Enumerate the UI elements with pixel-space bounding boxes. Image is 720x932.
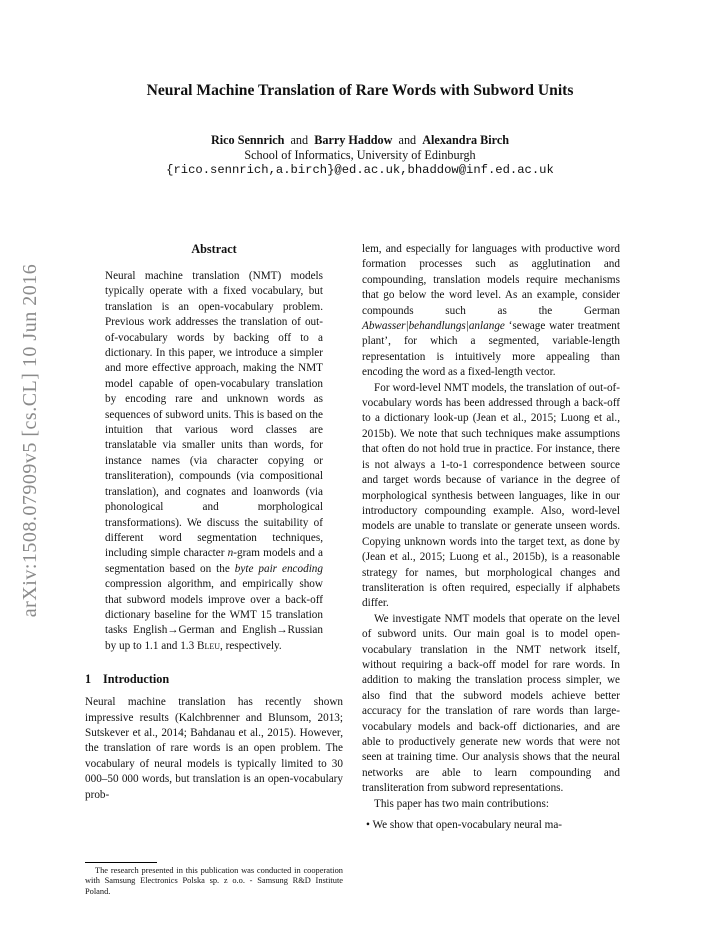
and-1: and [290,133,309,147]
abstract-text: Neural machine translation (NMT) models typically operate with a fixed vocabulary, but translation is an open-vocabulary problem. Previous work addresses the translation of out-of-vocabulary words by backing off to a dictionary. In this paper, we introduce a simpler and more effective approach, making the NMT model capable of open-vocabulary translation by encoding rare and unknown words as sequences of subword units. This is based on the intuition that various word classes are translatable via smaller units than words, for instance names (via character copying or transliteration), compounds (via compositional translation), and cognates and loanwords (via phonological and morphological transformations). We discuss the suitability of different word segmentation techniques, including simple character n-gram models and a segmentation based on the byte pair encoding compression algorithm, and empirically show that subword models improve over a back-off dictionary baseline for the WMT 15 translation tasks English→German and English→Russian by up to 1.1 and 1.3 Bleu, respectively. [105,270,323,652]
paper-title: Neural Machine Translation of Rare Words with Subword Units [146,82,574,99]
section-heading-introduction [85,672,343,687]
author-block [0,133,720,178]
left-column [85,242,343,803]
author-2: Barry Haddow [314,133,393,147]
right-paragraph-4: This paper has two main contributions: [374,797,549,810]
intro-paragraph: Neural machine translation has recently shown impressive results (Kalchbrenner and Blunsom, 2013; Sutskever et al., 2014; Bahdanau et al., 2015). However, the translation of rare words is an open problem. The vocabulary of neural models is typically limited to 30 000–50 000 words, but translation is an open-vocabulary prob- [85,696,343,801]
contribution-bullet-1: • We show that open-vocabulary neural ma- [366,819,563,832]
bpe-term: byte pair encoding [234,562,323,575]
author-names [0,133,720,148]
section-number: 1 [85,672,92,687]
affiliation: School of Informatics, University of Edinburgh [244,148,476,162]
arxiv-stamp: arXiv:1508.07909v5 [cs.CL] 10 Jun 2016 [19,263,42,617]
and-2: and [398,133,417,147]
right-paragraph-1: lem, and especially for languages with productive word formation processes such as agglutination and compounding, translation models require mechanisms that go below the word level. As an example, consider compounds such as the German Abwasser|behandlungs|anlange ‘sewage water treatment plant’, for which a segmented, variable-length representation is intuitively more appealing than encoding the word as a fixed-length vector. [362,243,620,379]
footnote-divider [85,862,157,863]
german-compound: Abwasser|behandlungs|anlange [362,320,505,333]
author-3: Alexandra Birch [422,133,510,147]
author-1: Rico Sennrich [210,133,285,147]
n-variable: n [227,547,234,560]
right-paragraph-2: For word-level NMT models, the translation of out-of-vocabulary words has been addressed through a back-off to a dictionary look-up (Jean et al., 2015; Luong et al., 2015b). We note that such techniques make assumptions that often do not hold true in practice. For instance, there is not always a 1-to-1 correspondence between source and target words because of variance in the degree of morphological synthesis between languages, like in our introductory compounding example. Also, word-level models are unable to translate or generate unseen words. Copying unknown words into the target text, as done by (Jean et al., 2015; Luong et al., 2015b), is a reasonable strategy for names, but morphological changes and transliteration is often required, especially if alphabets differ. [362,381,620,610]
author-emails: {rico.sennrich,a.birch}@ed.ac.uk,bhaddow@inf.ed.ac.uk [166,163,554,177]
right-paragraph-3: We investigate NMT models that operate on the level of subword units. Our main goal is to model open-vocabulary translation in the NMT network itself, without requiring a back-off model for rare words. In addition to making the translation process simpler, we also find that the subword models achieve better accuracy for the translation of rare words than large-vocabulary models and back-off dictionaries, and are able to productively generate new words that were not seen at training time. Our analysis shows that the neural networks are able to learn compounding and transliteration from subword representations. [362,612,620,795]
section-title: Introduction [103,672,170,687]
footnote: The research presented in this publication was conducted in cooperation with Samsung Electronics Polska sp. z o.o. - Samsung R&D Institute Poland. [85,866,343,896]
abstract-heading: Abstract [191,242,237,256]
bleu-term: Bleu [196,639,220,652]
right-column [362,242,620,833]
